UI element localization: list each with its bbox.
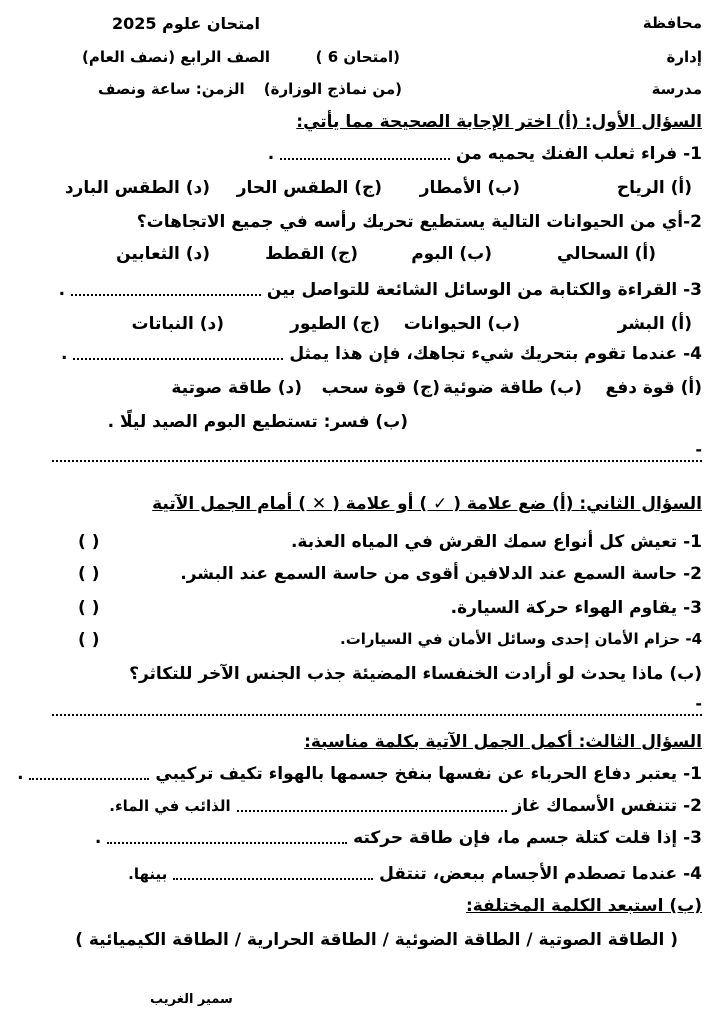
q2-item-2-answer-box[interactable]: ( ) — [78, 564, 100, 584]
answer-line[interactable] — [52, 714, 702, 716]
q2-item-1: 1- تعيش كل أنواع سمك القرش في المياه العذبة. — [290, 532, 702, 552]
q3-title: السؤال الثالث: أكمل الجمل الآتية بكلمة مناسبة: — [304, 732, 702, 752]
answer-blank[interactable] — [107, 832, 347, 844]
answer-line[interactable] — [52, 460, 702, 462]
q1-item-4-option-b[interactable]: (ب) طاقة ضوئية — [442, 378, 582, 398]
q1-item-4 — [61, 344, 702, 364]
q1-item-4-text: 4- عندما تقوم بتحريك شيء تجاهك، فإن هذا يمثل — [289, 344, 702, 364]
q3-item-4-text: 4- عندما تصطدم الأجسام ببعض، تنتقل — [379, 864, 702, 884]
q3-item-3-end: . — [94, 828, 102, 848]
q1-item-2-option-d[interactable]: (د) الثعابين — [116, 244, 210, 264]
q1-item-4-option-c[interactable]: (ج) قوة سحب — [321, 378, 440, 398]
q1-item-3-option-c[interactable]: (ج) الطيور — [290, 314, 380, 334]
q3-item-2-end: الذائب في الماء. — [109, 797, 231, 815]
answer-blank[interactable] — [173, 868, 373, 880]
q1-item-1-option-c[interactable]: (ج) الطقس الحار — [236, 178, 382, 198]
q1-item-2-option-b[interactable]: (ب) البوم — [411, 244, 492, 264]
q1-item-2: 2-أي من الحيوانات التالية يستطيع تحريك رأسه في جميع الاتجاهات؟ — [136, 212, 702, 232]
header-administration: إدارة — [666, 48, 702, 66]
q1-item-1-end: . — [267, 144, 275, 164]
q2-dash: - — [695, 694, 702, 713]
q3-item-1-text: 1- يعتبر دفاع الحرباء عن نفسها بنفخ جسمها بالهواء تكيف تركيبي — [155, 764, 702, 784]
q2-item-2: 2- حاسة السمع عند الدلافين أقوى من حاسة السمع عند البشر. — [180, 564, 702, 584]
header-exam-title: امتحان علوم 2025 — [112, 14, 261, 33]
q2-item-1-answer-box[interactable]: ( ) — [78, 532, 100, 552]
q3-item-4-end: بينها. — [128, 865, 168, 883]
answer-blank[interactable] — [29, 768, 149, 780]
header-exam-no: (امتحان 6 ) — [315, 48, 400, 66]
header-source: (من نماذج الوزارة) — [263, 80, 402, 98]
q1-item-1-option-a[interactable]: (أ) الرياح — [616, 178, 692, 198]
q3-item-1-end: . — [17, 764, 24, 784]
header-governorate: محافظة — [642, 14, 702, 32]
q2-item-4-answer-box[interactable]: ( ) — [78, 630, 100, 650]
q3-part-b: (ب) استبعد الكلمة المختلفة: — [465, 896, 702, 916]
q1-item-1-option-b[interactable]: (ب) الأمطار — [419, 178, 520, 198]
q3-word-list: ( الطاقة الصوتية / الطاقة الضوئية / الطاقة الحرارية / الطاقة الكيميائية ) — [75, 930, 678, 950]
q1-item-4-option-d[interactable]: (د) طاقة صوتية — [171, 378, 302, 398]
answer-blank[interactable] — [73, 348, 283, 360]
q3-item-2-text: 2- تتنفس الأسماك غاز — [512, 796, 702, 816]
q1-item-3-option-d[interactable]: (د) النباتات — [131, 314, 224, 334]
q1-item-2-option-a[interactable]: (أ) السحالي — [556, 244, 656, 264]
q1-part-b: (ب) فسر: تستطيع البوم الصيد ليلًا . — [107, 412, 408, 432]
q3-item-3-text: 3- إذا قلت كتلة جسم ما، فإن طاقة حركته — [353, 828, 702, 848]
q2-item-4: 4- حزام الأمان إحدى وسائل الأمان في السيارات. — [340, 630, 702, 648]
q3-item-4 — [128, 864, 702, 884]
header-grade: الصف الرابع (نصف العام) — [82, 48, 271, 66]
header-time: الزمن: ساعة ونصف — [98, 80, 245, 98]
header-school: مدرسة — [651, 80, 702, 98]
q1-item-1-text: 1- فراء ثعلب الفنك يحميه من — [456, 144, 702, 164]
q3-item-3 — [95, 828, 702, 848]
q1-item-3 — [59, 280, 702, 300]
q1-item-1-option-d[interactable]: (د) الطقس البارد — [64, 178, 210, 198]
q1-item-2-option-c[interactable]: (ج) القطط — [265, 244, 358, 264]
q3-item-1 — [17, 764, 702, 784]
q1-dash: - — [695, 440, 702, 459]
q1-title: السؤال الأول: (أ) اختر الإجابة الصحيحة مما يأتي: — [296, 112, 702, 132]
q2-item-3: 3- يقاوم الهواء حركة السيارة. — [450, 598, 702, 618]
q1-item-4-option-a[interactable]: (أ) قوة دفع — [605, 378, 702, 398]
answer-blank[interactable] — [71, 284, 261, 296]
answer-blank[interactable] — [237, 800, 507, 812]
q1-item-3-option-b[interactable]: (ب) الحيوانات — [403, 314, 520, 334]
q2-title: السؤال الثاني: (أ) ضع علامة ( ✓ ) أو علامة ( ✕ ) أمام الجمل الآتية — [152, 494, 702, 514]
q1-item-3-text: 3- القراءة والكتابة من الوسائل الشائعة للتواصل بين — [266, 280, 702, 300]
author-name: سمير الغريب — [150, 992, 233, 1007]
q1-item-3-end: . — [58, 280, 66, 300]
q3-item-2 — [109, 796, 702, 816]
answer-blank[interactable] — [280, 148, 450, 160]
q1-item-1 — [268, 144, 702, 164]
q1-item-4-end: . — [61, 344, 68, 364]
q2-item-3-answer-box[interactable]: ( ) — [78, 598, 100, 618]
q2-part-b: (ب) ماذا يحدث لو أرادت الخنفساء المضيئة جذب الجنس الآخر للتكاثر؟ — [129, 664, 702, 684]
q1-item-3-option-a[interactable]: (أ) البشر — [617, 314, 692, 334]
